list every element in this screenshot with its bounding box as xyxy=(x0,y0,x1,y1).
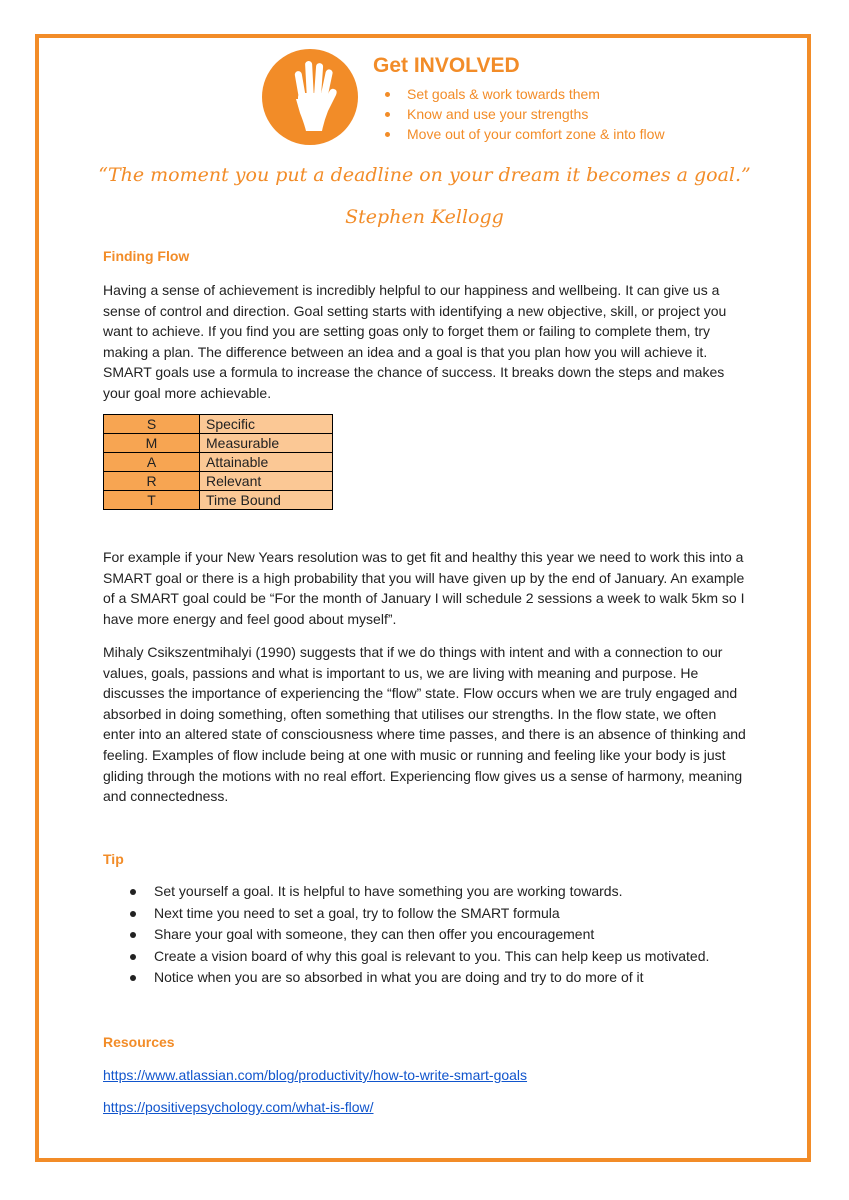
header-icon-circle xyxy=(262,49,358,145)
resources-heading: Resources xyxy=(103,1034,175,1050)
list-item xyxy=(130,903,709,925)
smart-letter: M xyxy=(104,434,200,453)
list-item xyxy=(130,924,709,946)
header-bullet xyxy=(385,84,665,104)
bullet-icon xyxy=(130,975,136,981)
header-bullet-text: Know and use your strengths xyxy=(407,106,589,122)
finding-flow-paragraph-1: Having a sense of achievement is incredibly helpful to our happiness and wellbeing. It can give us a sense of control and direction. Goal setting starts with identifying a new objective, skill, or project you want to achieve. If you find you are setting goas only to forget them or failing to complete them, try making a plan. The difference between an idea and a goal is that you plan how you will achieve it. SMART goals use a formula to increase the chance of success. It breaks down the steps and makes your goal more achievable. xyxy=(103,282,727,401)
raised-hand-icon xyxy=(262,49,358,145)
bullet-icon xyxy=(130,954,136,960)
list-item xyxy=(130,881,709,903)
table-row xyxy=(104,491,333,510)
quote-text: “The moment you put a deadline on your dream it becomes a goal.” xyxy=(98,164,751,186)
smart-table xyxy=(103,414,333,510)
smart-letter: R xyxy=(104,472,200,491)
tip-list xyxy=(130,881,709,989)
tip-text: Set yourself a goal. It is helpful to have something you are working towards. xyxy=(154,883,623,899)
smart-word: Time Bound xyxy=(200,491,333,510)
tip-text: Next time you need to set a goal, try to follow the SMART formula xyxy=(154,904,560,921)
table-row xyxy=(104,472,333,491)
bullet-icon xyxy=(385,92,390,97)
table-row xyxy=(104,434,333,453)
smart-letter: T xyxy=(104,491,200,510)
smart-letter: A xyxy=(104,453,200,472)
tip-text: Notice when you are so absorbed in what you are doing and try to do more of it xyxy=(154,969,644,985)
bullet-icon xyxy=(385,112,390,117)
resource-link-positivepsychology[interactable]: https://positivepsychology.com/what-is-flow/ xyxy=(103,1099,374,1115)
finding-flow-paragraph-2: For example if your New Years resolution was to get fit and healthy this year we need to work this into a SMART goal or there is a high probability that you will have given up by the end of January. An example of a SMART goal could be “For the month of January I will schedule 2 sessions a week to walk 5km so I have more energy and feel good about myself”. xyxy=(103,549,745,627)
list-item xyxy=(130,946,709,968)
bullet-icon xyxy=(130,911,136,917)
table-row xyxy=(104,415,333,434)
table-row xyxy=(104,453,333,472)
tip-text: Create a vision board of why this goal is relevant to you. This can help keep us motivated. xyxy=(154,947,710,964)
bullet-icon xyxy=(385,132,390,137)
smart-word: Specific xyxy=(200,415,333,434)
header-bullet-text: Move out of your comfort zone & into flow xyxy=(407,126,665,142)
header-bullet xyxy=(385,104,665,124)
header-bullet-text: Set goals & work towards them xyxy=(407,86,600,102)
bullet-icon xyxy=(130,932,136,938)
quote-author: Stephen Kellogg xyxy=(345,206,504,228)
smart-word: Relevant xyxy=(200,472,333,491)
smart-word: Measurable xyxy=(200,434,333,453)
header-bullet-list xyxy=(385,84,665,144)
header-bullet xyxy=(385,124,665,144)
tip-heading: Tip xyxy=(103,851,124,867)
finding-flow-paragraph-3: Mihaly Csikszentmihalyi (1990) suggests that if we do things with intent and with a connection to our values, goals, passions and what is important to us, we are living with meaning and purpose. He discusses the importance of experiencing the “flow” state. Flow occurs when we are truly engaged and absorbed in doing something, often something that utilises our strengths. In the flow state, we often enter into an altered state of consciousness where time passes, and there is an absence of thinking and feeling. Examples of flow include being at one with music or running and feeling like your body is just gliding through the motions with no real effort. Experiencing flow gives us a sense of harmony, meaning and connectedness. xyxy=(103,644,746,805)
smart-letter: S xyxy=(104,415,200,434)
header-title: Get INVOLVED xyxy=(373,54,520,77)
smart-word: Attainable xyxy=(200,453,333,472)
finding-flow-heading: Finding Flow xyxy=(103,248,190,264)
resource-link-atlassian[interactable]: https://www.atlassian.com/blog/productivity/how-to-write-smart-goals xyxy=(103,1067,528,1083)
tip-text: Share your goal with someone, they can then offer you encouragement xyxy=(154,926,595,942)
bullet-icon xyxy=(130,889,136,895)
list-item xyxy=(130,967,709,989)
